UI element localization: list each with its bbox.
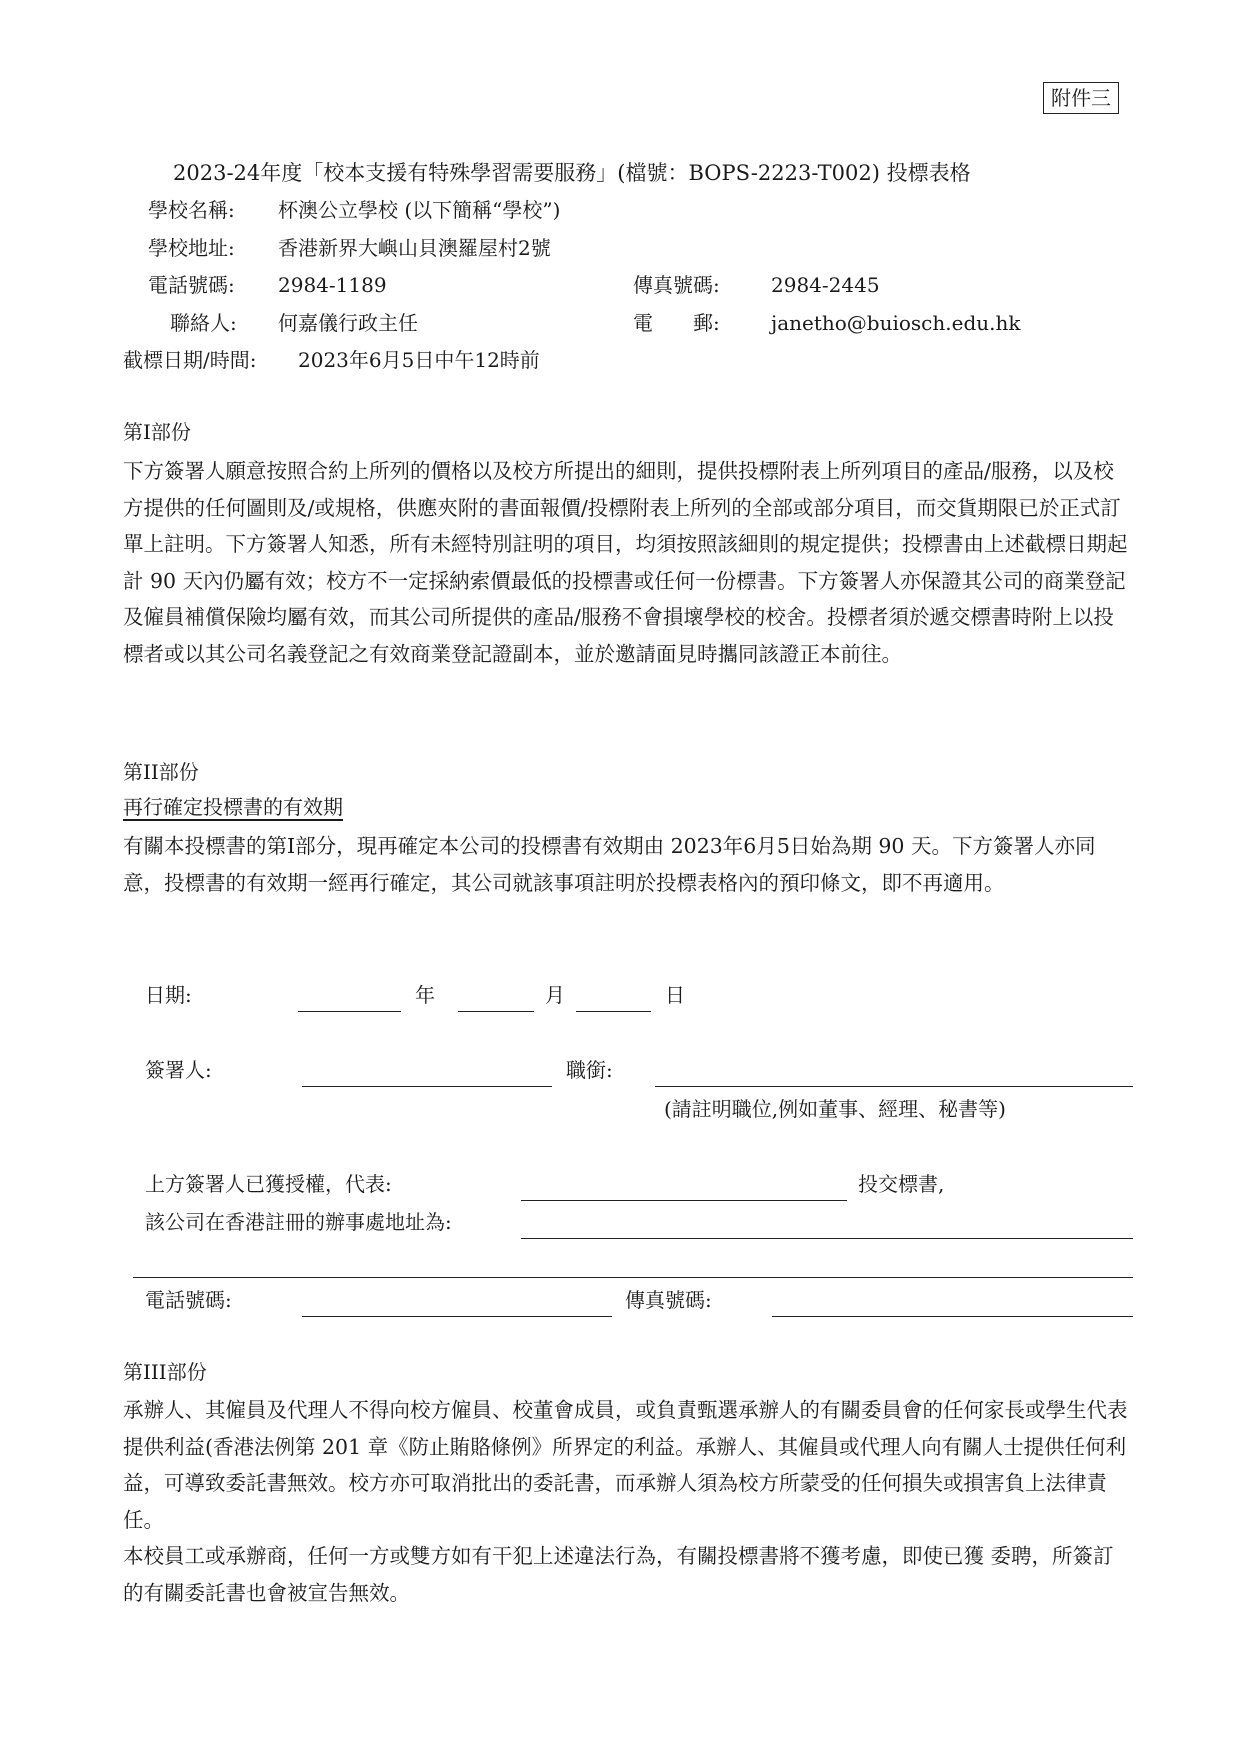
company-name-field[interactable] [521, 1200, 847, 1201]
contact-label: 聯絡人: [170, 311, 237, 335]
company-fax-label: 傳真號碼: [625, 1288, 712, 1312]
part2-body: 有關本投標書的第I部分，現再確定本公司的投標書有效期由 2023年6月5日始為期 90 天。下方簽署人亦同意，投標書的有效期一經再行確定，其公司就該事項註明於投標表格內的預印條文，即不再適用。 [123, 834, 1096, 895]
part1-body: 下方簽署人願意按照合約上所列的價格以及校方所提出的細則，提供投標附表上所列項目的產品/服務，以及校方提供的任何圖則及/或規格，供應夾附的書面報價/投標附表上所列的全部或部分項目，而交貨期限已於正式訂單上註明。下方簽署人知悉，所有未經特別註明的項目，均須按照該細則的規定提供；投標書由上述截標日期起計 90 天內仍屬有效；校方不一定採納索價最低的投標書或任何一份標書。下方簽署人亦保證其公司的商業登記及僱員補償保險均屬有效，而其公司所提供的產品/服務不會損壞學校的校舍。投標者須於遞交標書時附上以投標者或以其公司名義登記之有效商業登記證副本，並於邀請面見時攜同該證正本前往。 [123, 459, 1128, 666]
submit-label: 投交標書, [858, 1172, 945, 1196]
school-name-label: 學校名稱: [148, 198, 235, 222]
signatory-label: 簽署人: [145, 1058, 212, 1082]
part1-heading: 第I部份 [123, 420, 191, 444]
month-field[interactable] [458, 1011, 534, 1012]
position-note: (請註明職位,例如董事、經理、秘書等) [664, 1097, 1006, 1121]
school-name-value: 杯澳公立學校 (以下簡稱“學校”) [278, 198, 561, 222]
school-phone-value: 2984-1189 [278, 273, 387, 297]
part2-subheading: 再行確定投標書的有效期 [123, 795, 343, 819]
school-address-label: 學校地址: [148, 236, 235, 260]
school-address-value: 香港新界大嶼山貝澳羅屋村2號 [278, 236, 551, 260]
year-field[interactable] [298, 1011, 401, 1012]
company-phone-label: 電話號碼: [145, 1288, 232, 1312]
day-label: 日 [665, 983, 685, 1007]
signatory-field[interactable] [302, 1086, 552, 1087]
position-field[interactable] [655, 1086, 1133, 1087]
part3-body-1: 承辦人、其僱員及代理人不得向校方僱員、校董會成員，或負責甄選承辦人的有關委員會的任何家長或學生代表提供利益(香港法例第 201 章《防止賄賂條例》所界定的利益。承辦人、其僱員或代理人向有關人士提供任何利益，可導致委託書無效。校方亦可取消批出的委託書，而承辦人須為校方所蒙受的任何損失或損害負上法律責任。 [123, 1398, 1128, 1532]
company-fax-field[interactable] [772, 1316, 1133, 1317]
annex-label: 附件三 [1043, 82, 1119, 114]
deadline-label: 截標日期/時間: [123, 348, 257, 372]
day-field[interactable] [576, 1011, 651, 1012]
authorized-label: 上方簽署人已獲授權，代表: [145, 1172, 392, 1196]
email-value: janetho@buiosch.edu.hk [771, 311, 1021, 335]
school-fax-label: 傳真號碼: [633, 273, 720, 297]
office-address-field[interactable] [521, 1238, 1133, 1239]
deadline-value: 2023年6月5日中午12時前 [298, 348, 540, 372]
contact-value: 何嘉儀行政主任 [278, 311, 418, 335]
school-phone-label: 電話號碼: [148, 273, 235, 297]
date-label: 日期: [145, 983, 192, 1007]
part3-heading: 第III部份 [123, 1360, 207, 1384]
position-label: 職銜: [566, 1058, 613, 1082]
school-fax-value: 2984-2445 [771, 273, 880, 297]
month-label: 月 [545, 983, 565, 1007]
form-title: 2023-24年度「校本支援有特殊學習需要服務」(檔號：BOPS-2223-T002) 投標表格 [173, 161, 971, 185]
year-label: 年 [415, 983, 435, 1007]
company-phone-field[interactable] [302, 1316, 612, 1317]
part3-body-2: 本校員工或承辦商，任何一方或雙方如有干犯上述違法行為，有關投標書將不獲考慮，即使已獲 委聘，所簽訂的有關委託書也會被宣告無效。 [123, 1544, 1114, 1605]
office-address-field-line2[interactable] [133, 1277, 1133, 1278]
email-label: 電 郵: [633, 311, 720, 335]
part2-heading: 第II部份 [123, 760, 199, 784]
office-address-label: 該公司在香港註冊的辦事處地址為: [145, 1210, 452, 1234]
